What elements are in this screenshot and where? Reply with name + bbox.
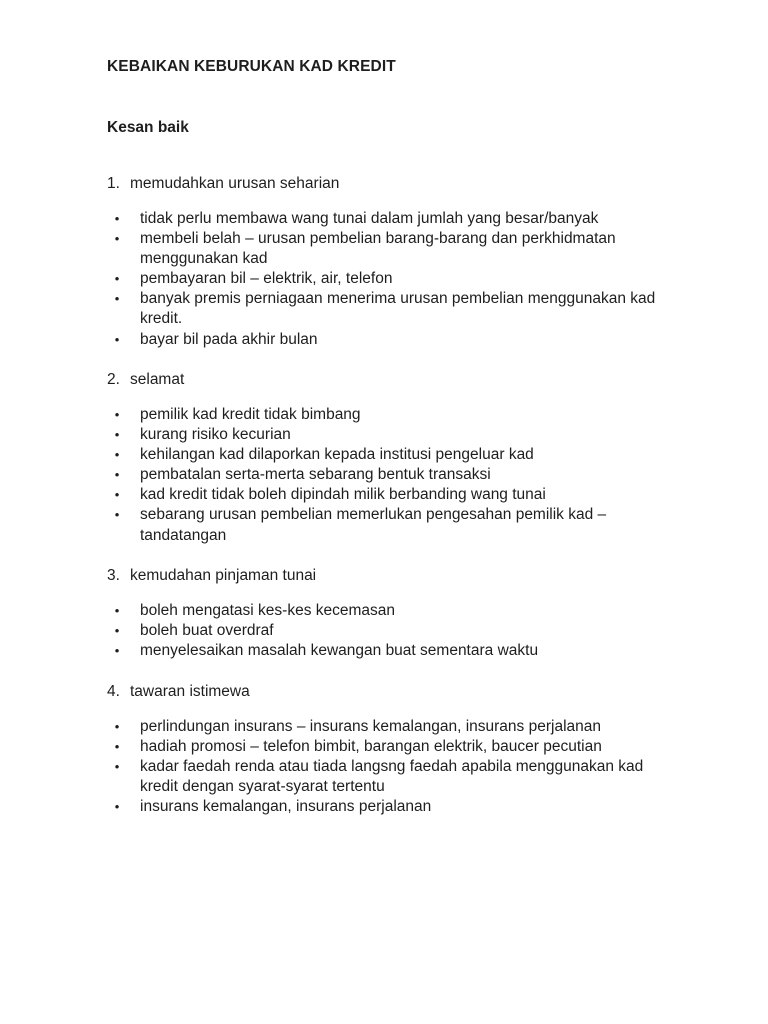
group-heading-text: selamat — [130, 371, 185, 388]
bullet-icon: • — [114, 231, 120, 247]
bullet-list-3 — [107, 601, 667, 661]
group-heading-3 — [107, 567, 316, 585]
list-item-text: insurans kemalangan, insurans perjalanan — [140, 798, 432, 816]
list-item-text: kurang risiko kecurian — [140, 426, 291, 444]
list-item — [107, 717, 667, 737]
group-number: 1. — [107, 175, 120, 192]
bullet-icon: • — [114, 759, 120, 775]
list-item-text: pembayaran bil – elektrik, air, telefon — [140, 270, 393, 288]
list-item — [107, 737, 667, 757]
list-item-text: hadiah promosi – telefon bimbit, barangan elektrik, baucer pecutian — [140, 738, 602, 756]
list-item-text: kadar faedah renda atau tiada langsng faedah apabila menggunakan kad kredit dengan syarat-syarat tertentu — [140, 758, 644, 796]
list-item — [107, 465, 667, 485]
bullet-icon: • — [114, 739, 120, 755]
list-item — [107, 601, 667, 621]
document-title: KEBAIKAN KEBURUKAN KAD KREDIT — [107, 58, 396, 75]
group-heading-4 — [107, 683, 250, 701]
group-heading-text: kemudahan pinjaman tunai — [130, 567, 317, 584]
bullet-icon: • — [114, 487, 120, 503]
group-heading-text: memudahkan urusan seharian — [130, 175, 340, 192]
list-item — [107, 797, 667, 817]
list-item-text: sebarang urusan pembelian memerlukan pengesahan pemilik kad – tandatangan — [140, 506, 607, 544]
bullet-icon: • — [114, 427, 120, 443]
group-number: 3. — [107, 567, 120, 584]
list-item-text: pembatalan serta-merta sebarang bentuk transaksi — [140, 466, 491, 484]
list-item — [107, 269, 667, 289]
bullet-icon: • — [114, 467, 120, 483]
list-item — [107, 757, 667, 797]
list-item — [107, 330, 667, 350]
bullet-icon: • — [114, 331, 120, 347]
list-item-text: menyelesaikan masalah kewangan buat sementara waktu — [140, 642, 539, 660]
bullet-icon: • — [114, 211, 120, 226]
list-item — [107, 405, 667, 425]
group-heading-2 — [107, 371, 184, 389]
bullet-icon: • — [114, 507, 120, 523]
bullet-icon: • — [114, 643, 120, 659]
group-number: 2. — [107, 371, 120, 388]
list-item-text: banyak premis perniagaan menerima urusan pembelian menggunakan kad kredit. — [140, 290, 656, 328]
list-item — [107, 425, 667, 445]
bullet-list-4 — [107, 717, 667, 817]
list-item-text: tidak perlu membawa wang tunai dalam jumlah yang besar/banyak — [140, 210, 599, 227]
group-heading-1 — [107, 175, 339, 193]
list-item — [107, 209, 667, 229]
bullet-icon: • — [114, 407, 120, 422]
bullet-icon: • — [114, 603, 120, 618]
section-heading: Kesan baik — [107, 119, 189, 136]
list-item — [107, 621, 667, 641]
bullet-icon: • — [114, 799, 120, 815]
bullet-list-2 — [107, 405, 667, 546]
list-item-text: perlindungan insurans – insurans kemalangan, insurans perjalanan — [140, 718, 601, 735]
list-item-text: pemilik kad kredit tidak bimbang — [140, 406, 361, 423]
bullet-icon: • — [114, 719, 120, 734]
bullet-icon: • — [114, 447, 120, 463]
list-item — [107, 229, 667, 269]
bullet-icon: • — [114, 291, 120, 307]
bullet-list-1 — [107, 209, 667, 350]
list-item-text: boleh buat overdraf — [140, 622, 274, 640]
list-item — [107, 445, 667, 465]
list-item-text: kad kredit tidak boleh dipindah milik berbanding wang tunai — [140, 486, 546, 504]
list-item — [107, 485, 667, 505]
list-item — [107, 505, 667, 545]
bullet-icon: • — [114, 271, 120, 287]
list-item-text: kehilangan kad dilaporkan kepada institusi pengeluar kad — [140, 446, 534, 464]
list-item-text: boleh mengatasi kes-kes kecemasan — [140, 602, 396, 619]
list-item-text: bayar bil pada akhir bulan — [140, 330, 318, 348]
bullet-icon: • — [114, 623, 120, 639]
list-item — [107, 641, 667, 661]
list-item-text: membeli belah – urusan pembelian barang-barang dan perkhidmatan menggunakan kad — [140, 230, 616, 268]
group-number: 4. — [107, 683, 120, 700]
list-item — [107, 289, 667, 329]
group-heading-text: tawaran istimewa — [130, 683, 250, 700]
